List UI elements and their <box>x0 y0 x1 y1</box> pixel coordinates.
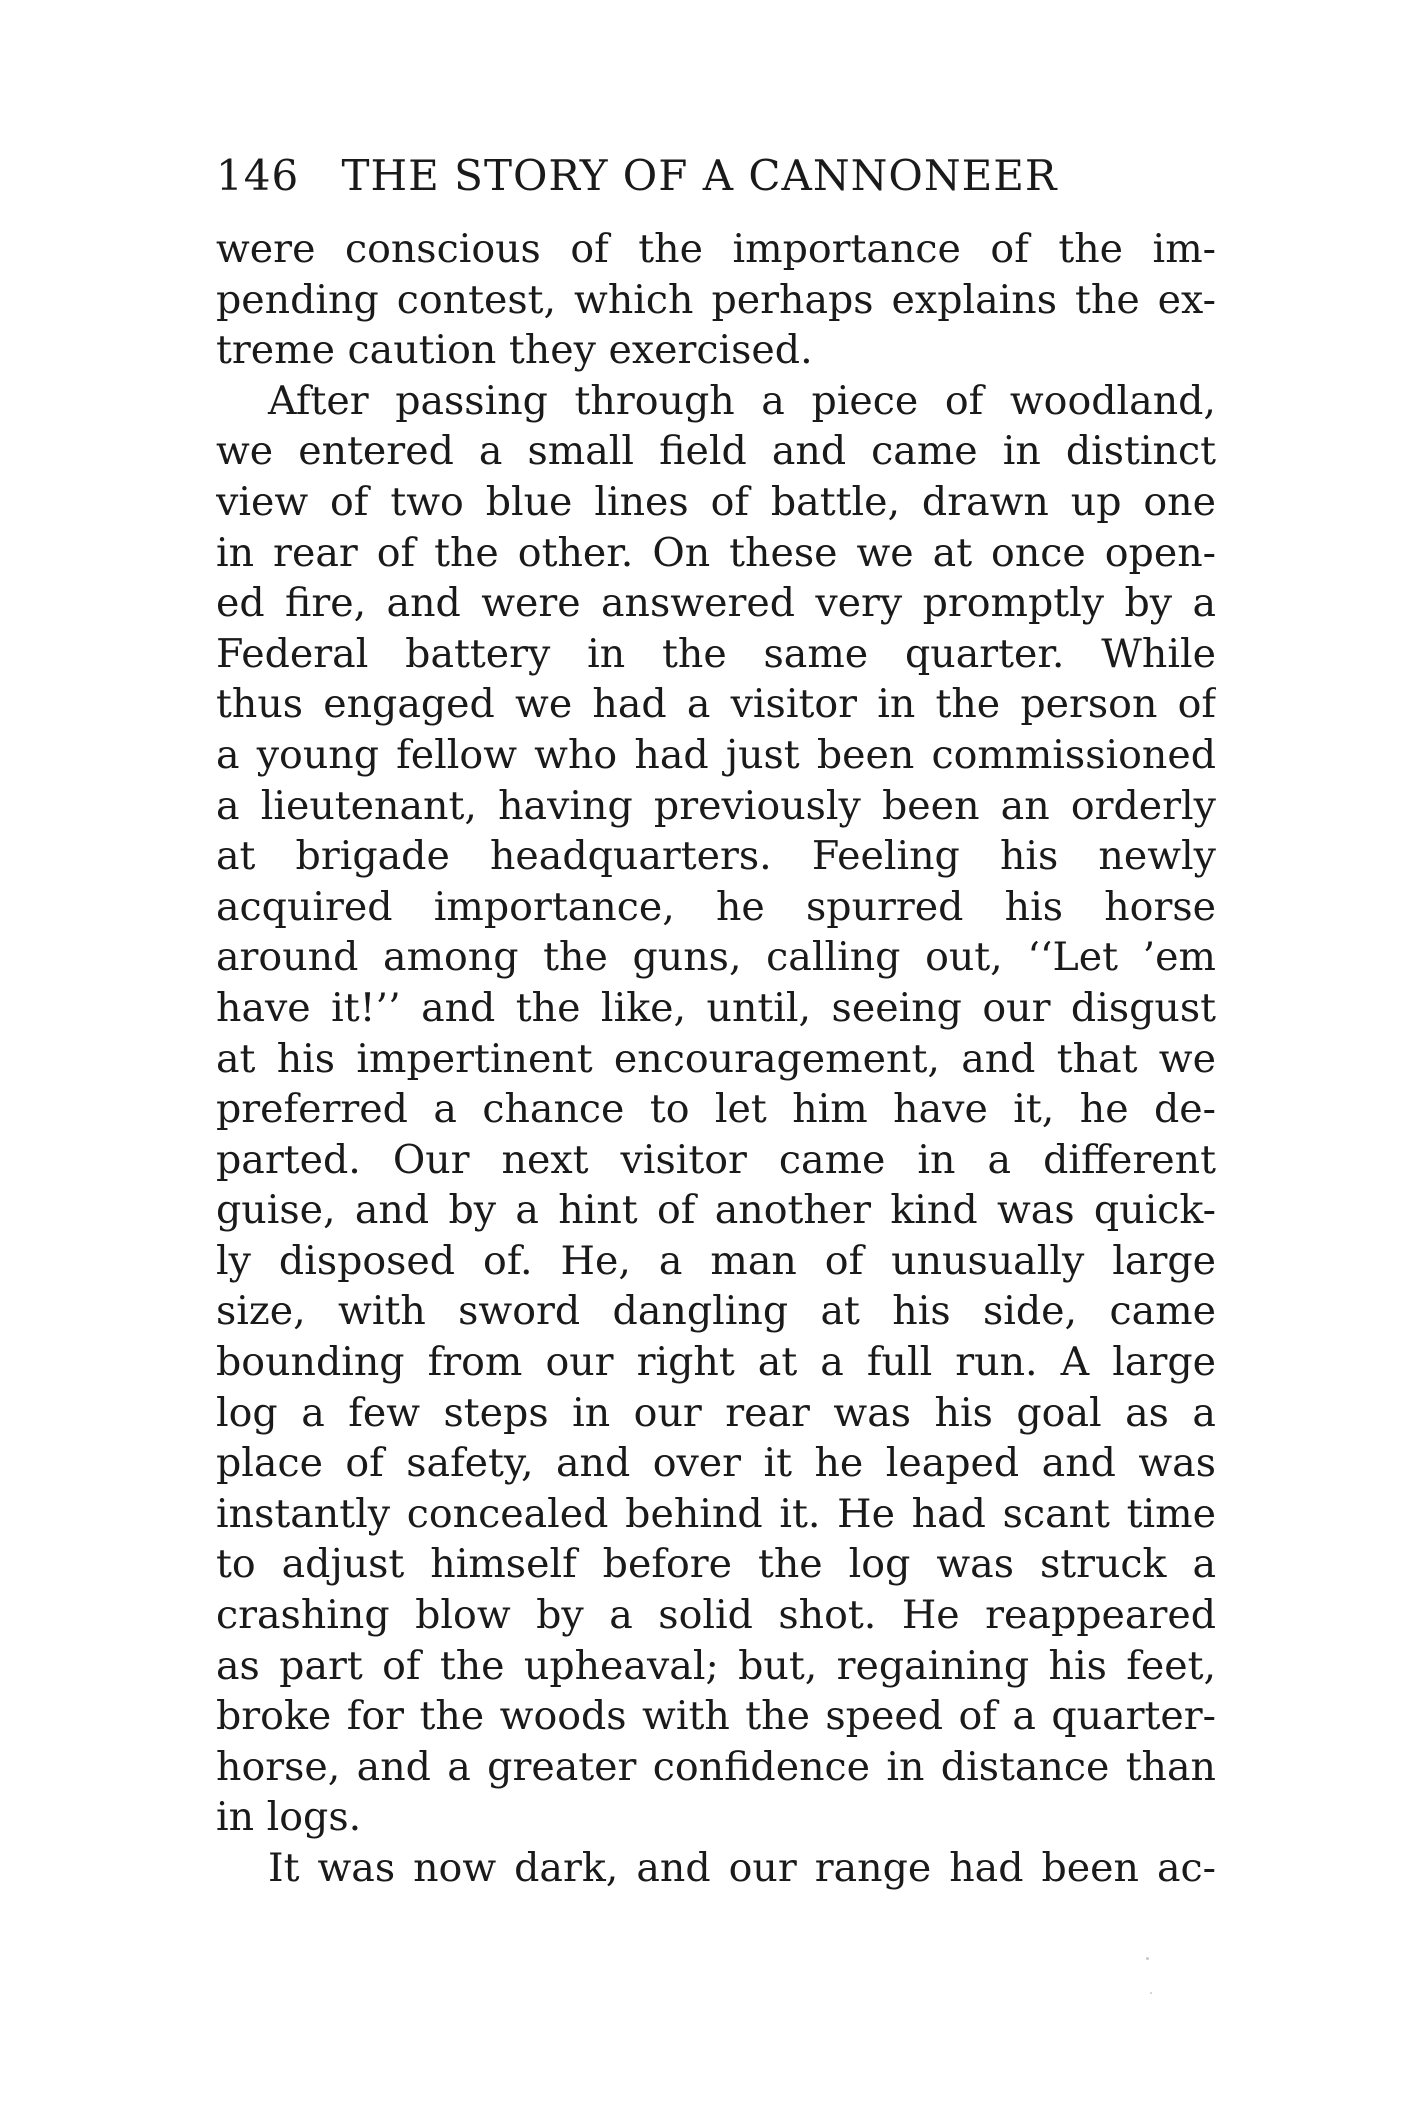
text-line: Federal battery in the same quarter. While <box>216 630 1216 677</box>
text-line: in logs. <box>216 1794 362 1841</box>
text-line: were conscious of the importance of the im- <box>216 226 1216 272</box>
text-line: broke for the woods with the speed of a quarter- <box>216 1693 1216 1740</box>
text-line: instantly concealed behind it. He had scant time <box>216 1490 1216 1537</box>
text-line: ly disposed of. He, a man of unusually large <box>216 1237 1216 1284</box>
text-line: acquired importance, he spurred his horse <box>216 883 1216 930</box>
text-line: pending contest, which perhaps explains the ex- <box>216 276 1216 323</box>
text-line: ed fire, and were answered very promptly by a <box>216 580 1216 627</box>
text-line: a lieutenant, having previously been an orderly <box>216 782 1216 829</box>
text-line: size, with sword dangling at his side, came <box>216 1288 1216 1335</box>
text-line: in rear of the other. On these we at once open- <box>216 529 1216 576</box>
text-line: thus engaged we had a visitor in the person of <box>216 681 1216 728</box>
text-line: we entered a small field and came in distinct <box>216 428 1216 475</box>
paragraph-start-line: After passing through a piece of woodland, <box>268 377 1216 424</box>
text-line: parted. Our next visitor came in a different <box>216 1136 1216 1183</box>
text-line: place of safety, and over it he leaped and was <box>216 1440 1216 1487</box>
text-line: guise, and by a hint of another kind was quick- <box>216 1187 1216 1234</box>
text-line: have it!’’ and the like, until, seeing our disgust <box>216 984 1216 1031</box>
page-number: 146 <box>216 151 300 200</box>
text-line: log a few steps in our rear was his goal as a <box>216 1389 1216 1436</box>
body-text <box>216 224 1216 1894</box>
text-line: at brigade headquarters. Feeling his newly <box>216 833 1216 880</box>
running-title: THE STORY OF A CANNONEER <box>341 151 1058 200</box>
page-header <box>216 148 1216 204</box>
text-line: crashing blow by a solid shot. He reappeared <box>216 1592 1216 1639</box>
text-line: a young fellow who had just been commissioned <box>216 731 1216 778</box>
text-line: to adjust himself before the log was struck a <box>216 1541 1216 1588</box>
text-line: view of two blue lines of battle, drawn up one <box>216 478 1216 525</box>
text-line: around among the guns, calling out, ‘‘Let ’em <box>216 934 1216 981</box>
text-line: bounding from our right at a full run. A large <box>216 1339 1216 1386</box>
text-line: treme caution they exercised. <box>216 327 813 374</box>
text-line: as part of the upheaval; but, regaining his feet, <box>216 1642 1216 1689</box>
text-line: horse, and a greater confidence in distance than <box>216 1743 1216 1790</box>
text-line: preferred a chance to let him have it, he de- <box>216 1086 1216 1133</box>
paper-speck <box>1150 1992 1152 1994</box>
paragraph-start-line: It was now dark, and our range had been ac- <box>268 1845 1216 1891</box>
paper-speck <box>1146 1957 1149 1960</box>
text-line: at his impertinent encouragement, and that we <box>216 1035 1216 1082</box>
